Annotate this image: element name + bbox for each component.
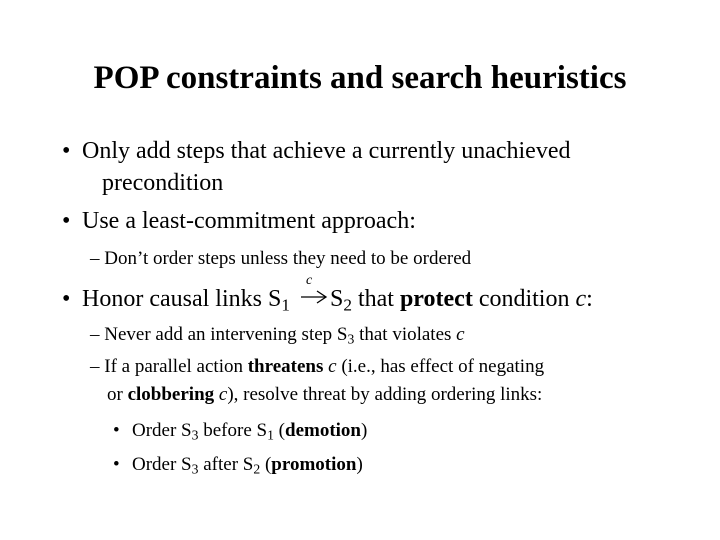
bold-protect: protect xyxy=(399,286,473,312)
sub-bullet-threat-line-1 xyxy=(90,354,544,380)
text-run: S xyxy=(329,286,344,312)
dash-icon: – xyxy=(90,324,100,345)
bullet-icon: • xyxy=(62,286,71,312)
dash-icon: – xyxy=(90,248,100,269)
text-run: Order S xyxy=(132,420,192,441)
bullet-icon: • xyxy=(113,454,120,475)
text-run: condition xyxy=(472,286,576,312)
bold-promotion: promotion xyxy=(271,454,357,475)
bullet-1-line-1: Only add steps that achieve a currently unachieved xyxy=(82,138,571,164)
text-run: ) xyxy=(356,454,363,475)
text-run: Order S xyxy=(132,454,192,475)
text-run: that xyxy=(351,286,400,312)
text-run: : xyxy=(586,286,593,312)
italic-c: c xyxy=(575,286,587,312)
subscript: 1 xyxy=(267,427,274,443)
sub-sub-bullet-promotion xyxy=(132,452,363,478)
text-run: ) xyxy=(361,420,368,441)
bold-threatens: threatens xyxy=(247,356,324,377)
italic-c: c xyxy=(218,384,228,405)
arrow-label: c xyxy=(305,273,313,288)
dash-icon: – xyxy=(90,356,100,377)
text-run: after S xyxy=(198,454,254,475)
text-run: If a parallel action xyxy=(104,356,248,377)
sub-bullet-threat-line-2 xyxy=(107,382,542,408)
text-run: or xyxy=(107,384,128,405)
bold-demotion: demotion xyxy=(285,420,361,441)
text-run: before S xyxy=(198,420,268,441)
italic-c: c xyxy=(328,356,337,377)
subscript: 1 xyxy=(281,295,290,315)
bullet-icon: • xyxy=(62,138,71,164)
bullet-icon: • xyxy=(62,208,71,234)
text-run: ), resolve threat by adding ordering links: xyxy=(227,384,543,405)
italic-c: c xyxy=(456,324,465,345)
text-run: Never add an intervening step S xyxy=(104,324,348,345)
text-run: ( xyxy=(273,420,285,441)
bullet-2-text: Use a least-commitment approach: xyxy=(82,208,416,234)
sub-sub-bullet-demotion xyxy=(132,418,367,444)
text-run: that violates xyxy=(354,324,457,345)
sub-bullet-never-add xyxy=(90,322,465,348)
text-run: Honor causal links S xyxy=(82,286,282,312)
subscript: 2 xyxy=(253,461,261,477)
text-run: ( xyxy=(260,454,272,475)
causal-link-arrow-icon xyxy=(298,273,328,306)
subscript: 3 xyxy=(347,331,355,347)
subscript: 3 xyxy=(191,427,199,443)
bullet-3-text xyxy=(82,273,593,315)
text-run: (i.e., has effect of negating xyxy=(336,356,545,377)
bold-clobbering: clobbering xyxy=(127,384,215,405)
sub-bullet-text: Don’t order steps unless they need to be ordered xyxy=(104,248,472,269)
bullet-icon: • xyxy=(113,420,120,441)
sub-bullet-order-steps xyxy=(90,246,471,272)
subscript: 3 xyxy=(191,461,199,477)
subscript: 2 xyxy=(343,295,352,315)
slide-title: POP constraints and search heuristics xyxy=(93,60,627,96)
bullet-1-line-2: precondition xyxy=(102,170,224,196)
